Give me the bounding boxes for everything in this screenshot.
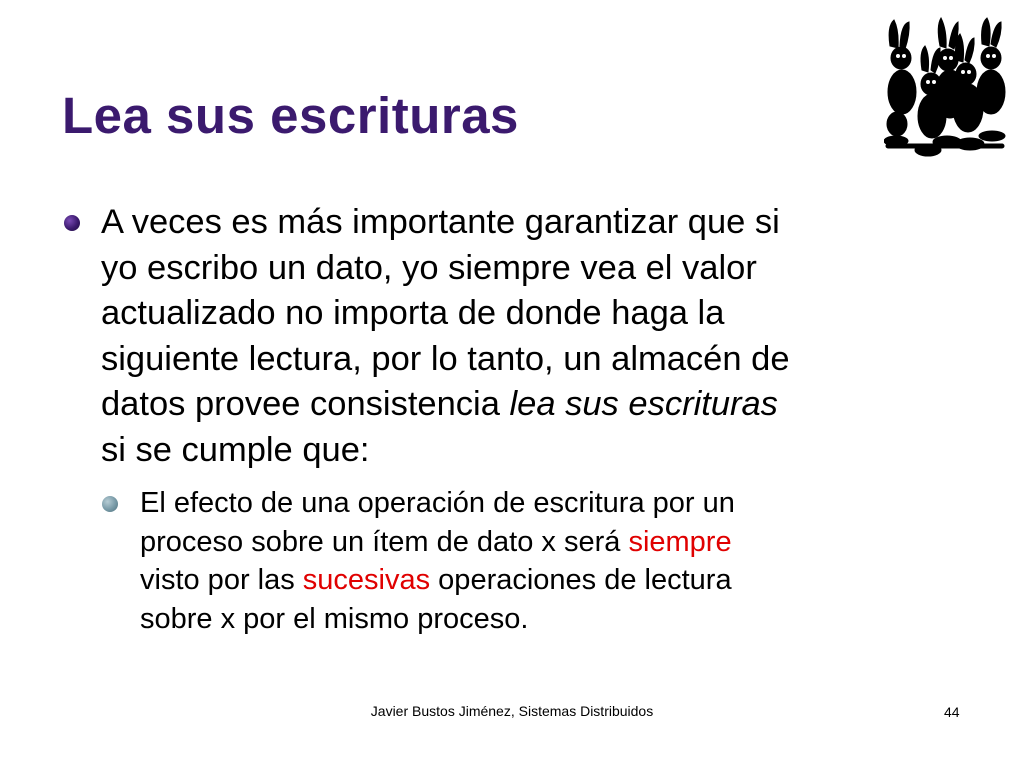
sub-bullet-line: El efecto de una operación de escritura por un: [140, 487, 735, 519]
bullet-line: si se cumple que:: [101, 430, 370, 469]
highlight-text: sucesivas: [302, 564, 431, 596]
bullet-text: datos provee consistencia: [101, 385, 510, 423]
bullet-level-1: [101, 200, 981, 473]
sub-bullet-text: proceso sobre un ítem de dato x será: [140, 525, 629, 558]
sub-bullet-marker: [102, 496, 118, 512]
slide-footer: Javier Bustos Jiménez, Sistemas Distribuidos: [370, 703, 654, 719]
bullet-level-2: [140, 484, 960, 638]
highlight-text: siempre: [628, 525, 732, 558]
rabbits-group-icon: [884, 16, 1008, 162]
emphasis-text: lea sus escrituras: [509, 385, 778, 423]
bullet-line: [101, 382, 981, 428]
sub-bullet-line: [140, 561, 960, 600]
bullet-line: siguiente lectura, por lo tanto, un almacén de: [101, 339, 790, 378]
sub-bullet-text: visto por las: [140, 564, 303, 596]
sub-bullet-line: [140, 523, 960, 562]
bullet-line: yo escribo un dato, yo siempre vea el valor: [101, 248, 757, 287]
sub-bullet-line: sobre x por el mismo proceso.: [140, 602, 529, 635]
page-number: 44: [944, 704, 960, 720]
bullet-marker: [64, 215, 80, 231]
bullet-line: A veces es más importante garantizar que si: [101, 203, 780, 241]
bullet-line: actualizado no importa de donde haga la: [101, 294, 725, 332]
sub-bullet-text: operaciones de lectura: [430, 564, 732, 596]
slide-title: Lea sus escrituras: [62, 87, 519, 144]
